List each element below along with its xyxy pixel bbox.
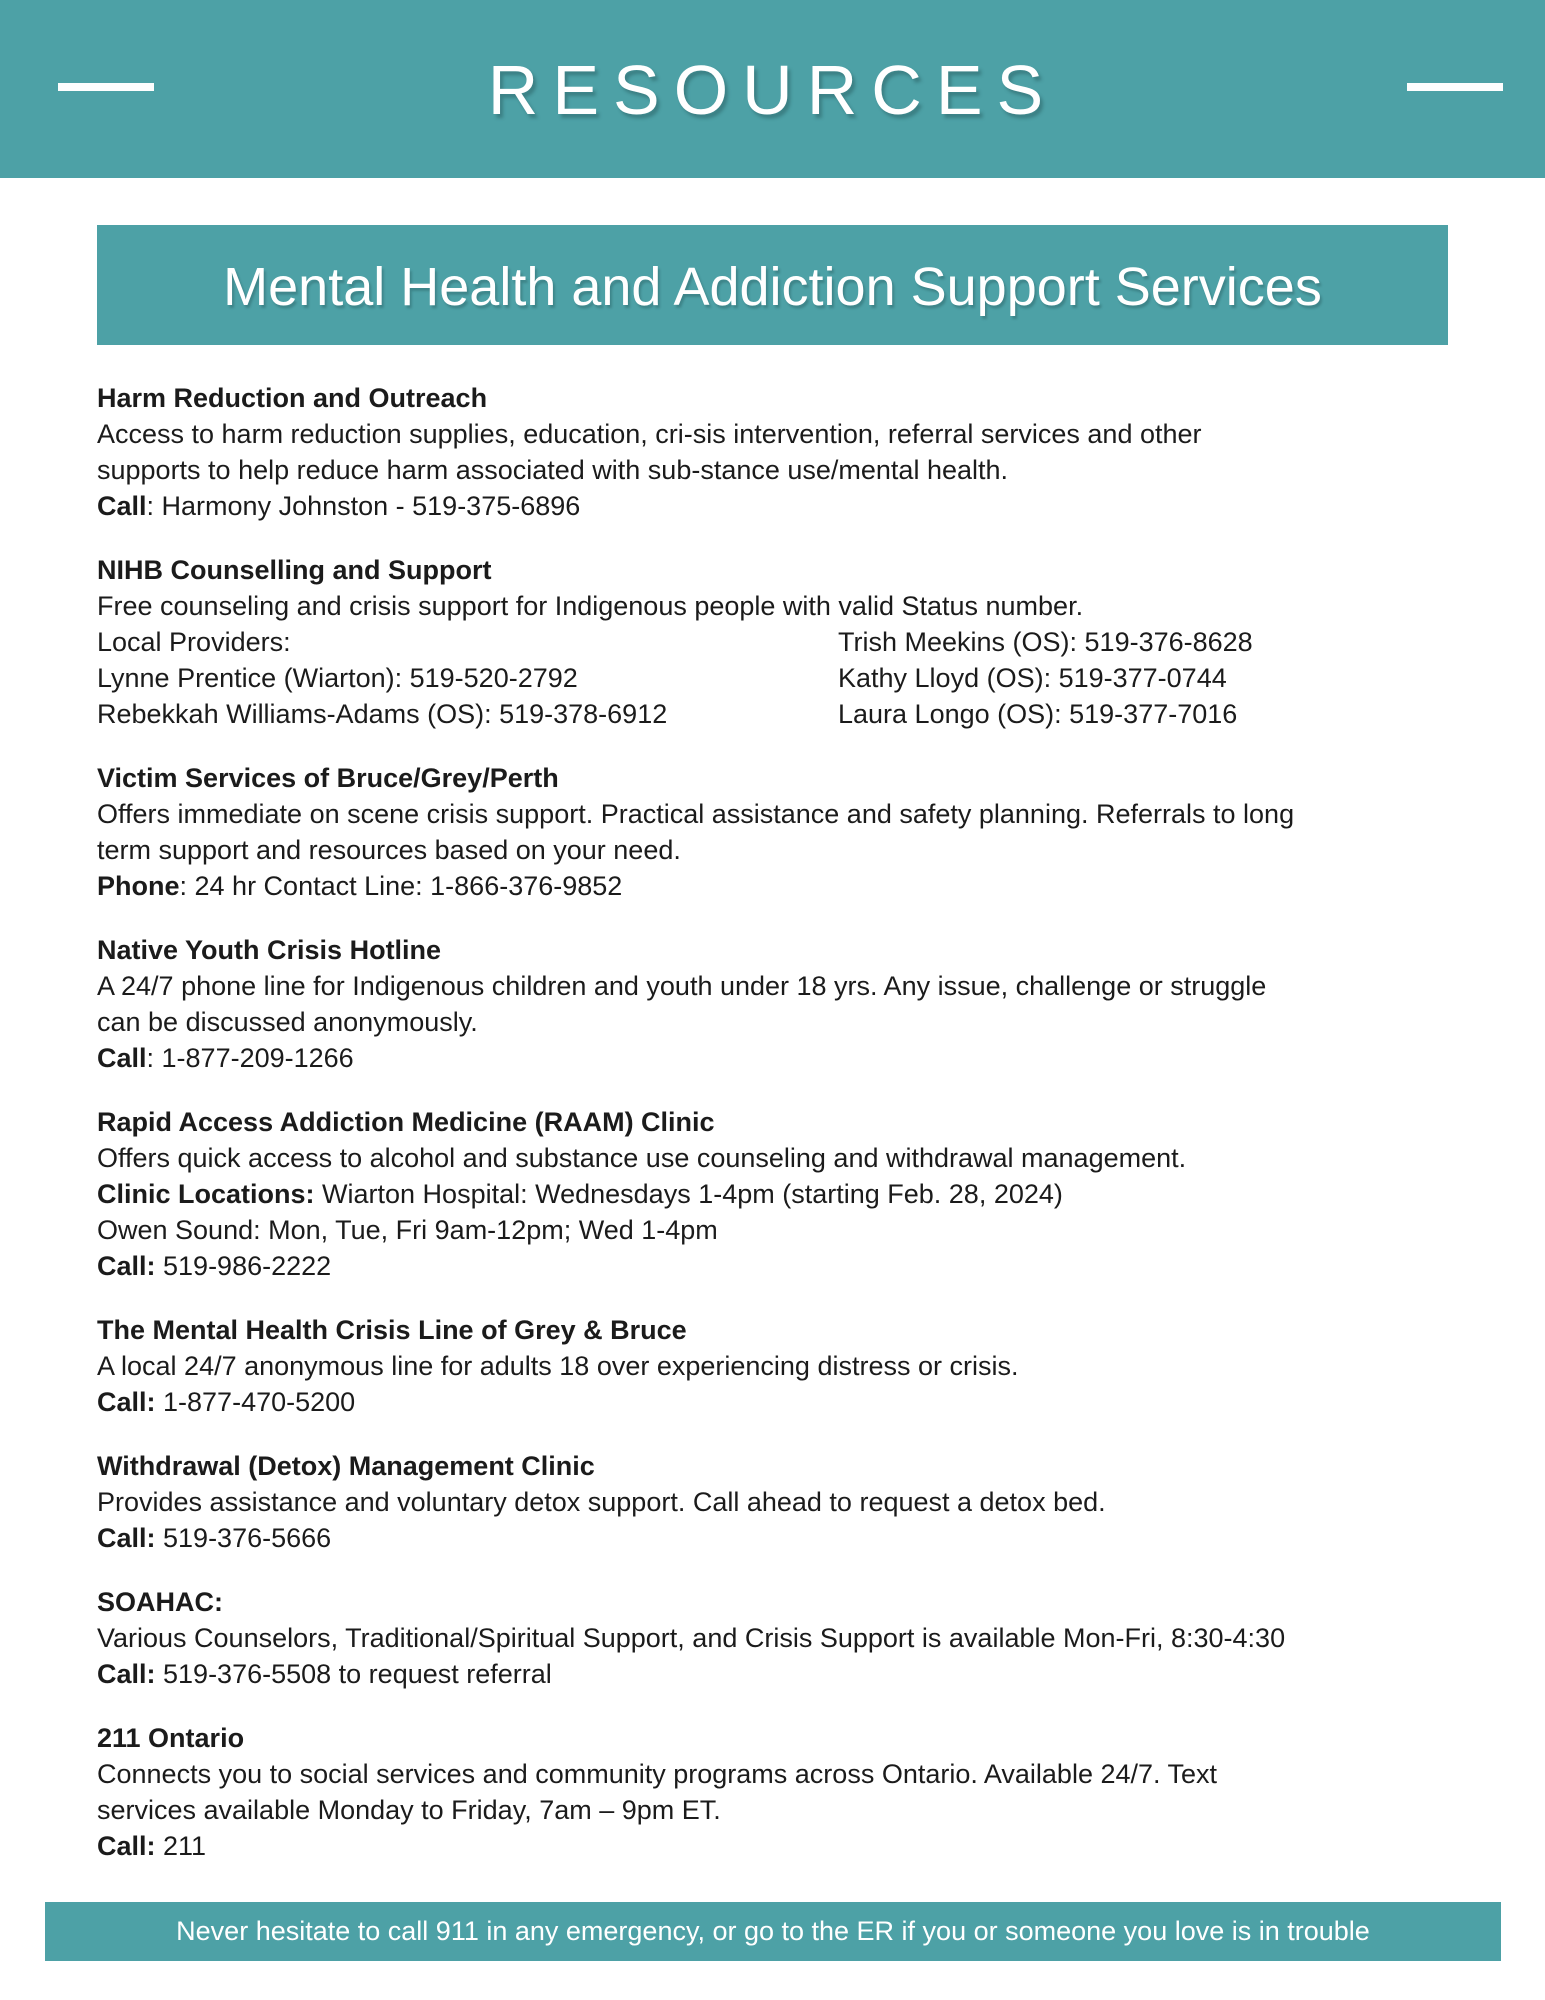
sections	[97, 380, 1503, 1892]
resource-section	[97, 1584, 1503, 1692]
emergency-notice: Never hesitate to call 911 in any emergency, or go to the ER if you or someone you love is in trouble	[176, 1916, 1370, 1946]
body-text: Provides assistance and voluntary detox support. Call ahead to request a detox bed.	[97, 1487, 1106, 1517]
body-text: Connects you to social services and community programs across Ontario. Available 24/7. Text	[97, 1759, 1218, 1789]
body-text: Laura Longo (OS): 519-377-7016	[838, 699, 1238, 729]
section-line	[97, 1828, 1503, 1864]
body-text: Wiarton Hospital: Wednesdays 1-4pm (starting Feb. 28, 2024)	[314, 1179, 1063, 1209]
section-line	[97, 1212, 1503, 1248]
right-column-entry	[838, 660, 1227, 696]
contact-label: Call:	[97, 1831, 156, 1861]
section-heading: Native Youth Crisis Hotline	[97, 935, 442, 965]
resource-section	[97, 1720, 1503, 1864]
body-text: Local Providers:	[97, 627, 291, 657]
resource-section	[97, 760, 1503, 904]
section-heading: The Mental Health Crisis Line of Grey & Bruce	[97, 1315, 687, 1345]
resource-section	[97, 380, 1503, 524]
body-text: 211	[155, 1831, 207, 1861]
body-text: Rebekkah Williams-Adams (OS): 519-378-6912	[97, 699, 668, 729]
header-banner	[0, 0, 1545, 178]
section-line	[97, 1756, 1503, 1792]
contact-label: Call	[97, 491, 147, 521]
section-heading: Victim Services of Bruce/Grey/Perth	[97, 763, 559, 793]
body-text: Access to harm reduction supplies, education, cri-sis intervention, referral services and other	[97, 419, 1202, 449]
section-heading: 211 Ontario	[97, 1723, 245, 1753]
section-heading: Withdrawal (Detox) Management Clinic	[97, 1451, 595, 1481]
body-text: A 24/7 phone line for Indigenous children and youth under 18 yrs. Any issue, challenge or struggle	[97, 971, 1267, 1001]
section-line	[97, 452, 1503, 488]
body-text: Offers immediate on scene crisis support. Practical assistance and safety planning. Referrals to long	[97, 799, 1295, 829]
section-heading: NIHB Counselling and Support	[97, 555, 492, 585]
resource-section	[97, 552, 1503, 732]
right-column-entry	[838, 696, 1237, 732]
body-text: : 24 hr Contact Line: 1-866-376-9852	[179, 871, 623, 901]
contact-label: Call:	[97, 1251, 156, 1281]
body-text: 519-376-5508 to request referral	[155, 1659, 552, 1689]
body-text: can be discussed anonymously.	[97, 1007, 478, 1037]
section-line	[97, 1792, 1503, 1828]
section-line	[97, 1248, 1503, 1284]
body-text: A local 24/7 anonymous line for adults 18 over experiencing distress or crisis.	[97, 1351, 1019, 1381]
section-line	[97, 1520, 1503, 1556]
body-text: 519-376-5666	[155, 1523, 332, 1553]
body-text: : Harmony Johnston - 519-375-6896	[146, 491, 581, 521]
body-text: 519-986-2222	[155, 1251, 332, 1281]
right-dash-decoration	[1407, 83, 1503, 91]
section-line	[97, 488, 1503, 524]
section-line	[97, 588, 1503, 624]
section-line	[97, 1004, 1503, 1040]
section-line	[97, 1384, 1503, 1420]
section-line	[97, 624, 1503, 660]
section-line	[97, 696, 1503, 732]
section-title-banner	[97, 225, 1448, 345]
section-line	[97, 1140, 1503, 1176]
body-text: 1-877-470-5200	[155, 1387, 356, 1417]
resource-section	[97, 932, 1503, 1076]
page-title: RESOURCES	[487, 51, 1058, 129]
section-heading: Rapid Access Addiction Medicine (RAAM) Clinic	[97, 1107, 715, 1137]
contact-label: Call:	[97, 1387, 156, 1417]
section-line	[97, 1620, 1503, 1656]
body-text: Kathy Lloyd (OS): 519-377-0744	[838, 663, 1227, 693]
section-line	[97, 1348, 1503, 1384]
resource-section	[97, 1312, 1503, 1420]
section-line	[97, 868, 1503, 904]
body-text: services available Monday to Friday, 7am – 9pm ET.	[97, 1795, 721, 1825]
body-text: Lynne Prentice (Wiarton): 519-520-2792	[97, 663, 578, 693]
contact-label: Clinic Locations:	[97, 1179, 315, 1209]
section-line	[97, 416, 1503, 452]
body-text: Trish Meekins (OS): 519-376-8628	[838, 627, 1253, 657]
body-text: : 1-877-209-1266	[146, 1043, 354, 1073]
footer-banner	[45, 1902, 1501, 1961]
section-title: Mental Health and Addiction Support Services	[223, 257, 1322, 317]
section-line	[97, 660, 1503, 696]
section-line	[97, 1484, 1503, 1520]
resource-section	[97, 1448, 1503, 1556]
body-text: Free counseling and crisis support for Indigenous people with valid Status number.	[97, 591, 1084, 621]
right-column-entry	[838, 624, 1253, 660]
body-text: Offers quick access to alcohol and substance use counseling and withdrawal management.	[97, 1143, 1187, 1173]
contact-label: Call	[97, 1043, 147, 1073]
contact-label: Call:	[97, 1659, 156, 1689]
body-text: term support and resources based on your need.	[97, 835, 681, 865]
section-line	[97, 968, 1503, 1004]
section-heading: Harm Reduction and Outreach	[97, 383, 488, 413]
section-line	[97, 1040, 1503, 1076]
section-line	[97, 1176, 1503, 1212]
body-text: Owen Sound: Mon, Tue, Fri 9am-12pm; Wed 1-4pm	[97, 1215, 718, 1245]
contact-label: Call:	[97, 1523, 156, 1553]
section-line	[97, 796, 1503, 832]
section-heading: SOAHAC:	[97, 1587, 223, 1617]
section-line	[97, 832, 1503, 868]
body-text: supports to help reduce harm associated with sub-stance use/mental health.	[97, 455, 1009, 485]
section-line	[97, 1656, 1503, 1692]
contact-label: Phone	[97, 871, 180, 901]
body-text: Various Counselors, Traditional/Spiritual Support, and Crisis Support is available Mon-Fri, 8:30-4:30	[97, 1623, 1286, 1653]
resource-section	[97, 1104, 1503, 1284]
